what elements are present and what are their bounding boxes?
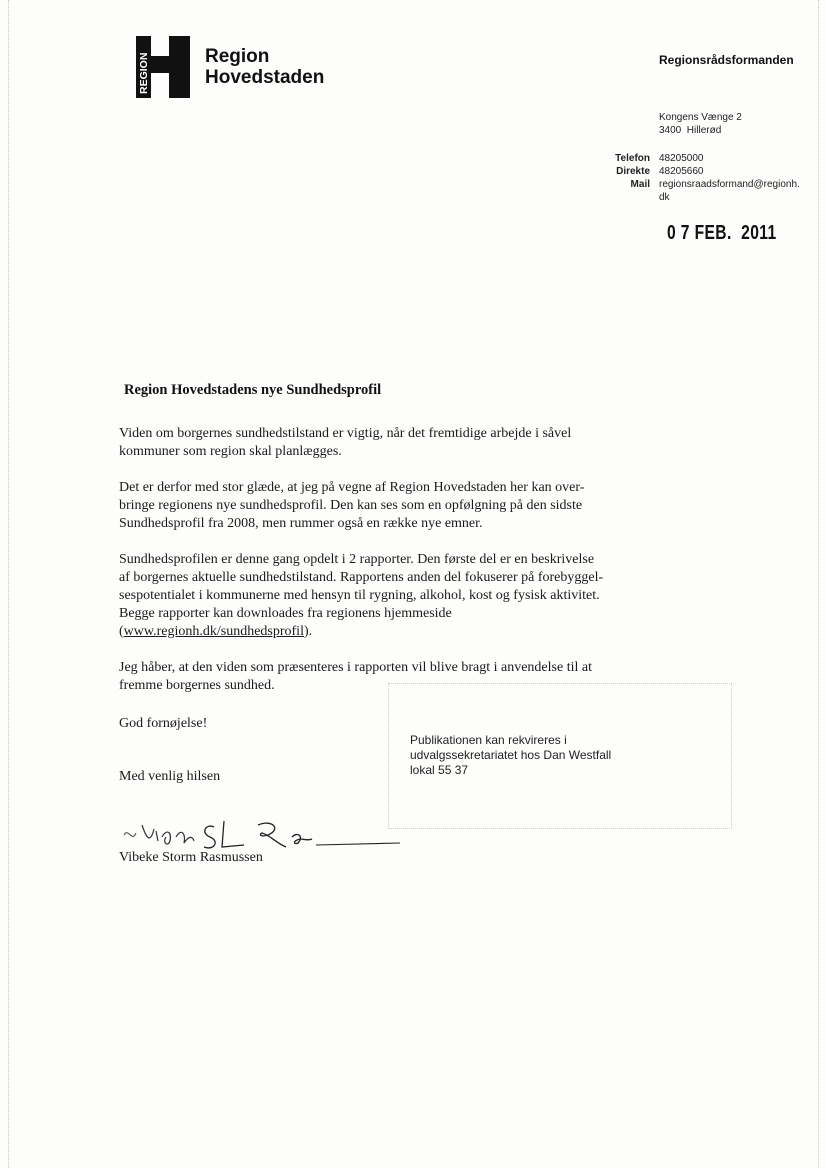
- link-open-paren: (: [119, 624, 124, 639]
- publication-note: Publikationen kan rekvireres i udvalgssekretariatet hos Dan Westfall lokal 55 37: [410, 733, 612, 777]
- region-logo-mark: [136, 36, 190, 98]
- contact-label: Telefon: [615, 153, 650, 164]
- paragraph-3: [119, 551, 639, 641]
- signatory-name: Vibeke Storm Rasmussen: [119, 850, 263, 865]
- paragraph-2: Det er derfor med stor glæde, at jeg på vegne af Region Hovedstaden her kan over- bringe regionens nye sundhedsprofil. Den kan ses som en opfølgning på den sidste Sundhedsprofil fra 2008, men rummer også en række nye emner.: [119, 480, 585, 531]
- logo-mark-text: REGION: [138, 52, 150, 94]
- contact-label: Mail: [630, 179, 650, 190]
- contact-value: 48205000: [659, 153, 704, 164]
- paragraph-4: Jeg håber, at den viden som præsenteres i rapporten vil blive bragt i anvendelse til at fremme borgernes sundhed.: [119, 660, 592, 693]
- scan-edge-right: [818, 0, 820, 1168]
- logo-line-2: Hovedstaden: [205, 67, 325, 88]
- sender-title: Regionsrådsformanden: [659, 53, 794, 67]
- contact-label: Direkte: [616, 166, 650, 177]
- contact-row-phone: [600, 152, 811, 165]
- closing-regards: Med venlig hilsen: [119, 769, 221, 784]
- link-close-paren: ).: [303, 624, 313, 639]
- date-stamp: 0 7 FEB. 2011: [667, 222, 777, 244]
- scan-edge-left: [8, 0, 10, 1168]
- contact-row-mail: [600, 178, 811, 204]
- handwritten-signature: [120, 815, 402, 855]
- contact-row-direct: [600, 165, 811, 178]
- address-city: 3400 Hillerød: [659, 125, 722, 136]
- contact-details: [600, 152, 811, 204]
- contact-value: 48205660: [659, 166, 704, 177]
- contact-email: regionsraadsformand@regionh. dk: [659, 179, 800, 203]
- logo-wordmark: [205, 46, 324, 88]
- paragraph-3-text: Sundhedsprofilen er denne gang opdelt i 2 rapporter. Den første del er en beskrivelse af borgernes aktuelle sundhedstilstand. Rapportens anden del fokuserer på forebyggel- sespotentialet i kommunerne med hensyn til rygning, alkohol, kost og fysisk aktivitet. Begge rapporter kan downloades fra regionens hjemmeside: [119, 552, 604, 621]
- sender-address: [659, 111, 742, 137]
- letter-body: [119, 425, 639, 713]
- paragraph-1: Viden om borgernes sundhedstilstand er vigtig, når det fremtidige arbejde i såvel kommuner som region skal planlægges.: [119, 426, 572, 459]
- address-street: Kongens Vænge 2: [659, 112, 742, 123]
- letter-subject: Region Hovedstadens nye Sundhedsprofil: [124, 382, 382, 398]
- logo-line-1: Region: [205, 46, 270, 67]
- website-link[interactable]: www.regionh.dk/sundhedsprofil: [123, 624, 304, 639]
- closing-greeting: God fornøjelse!: [119, 716, 208, 731]
